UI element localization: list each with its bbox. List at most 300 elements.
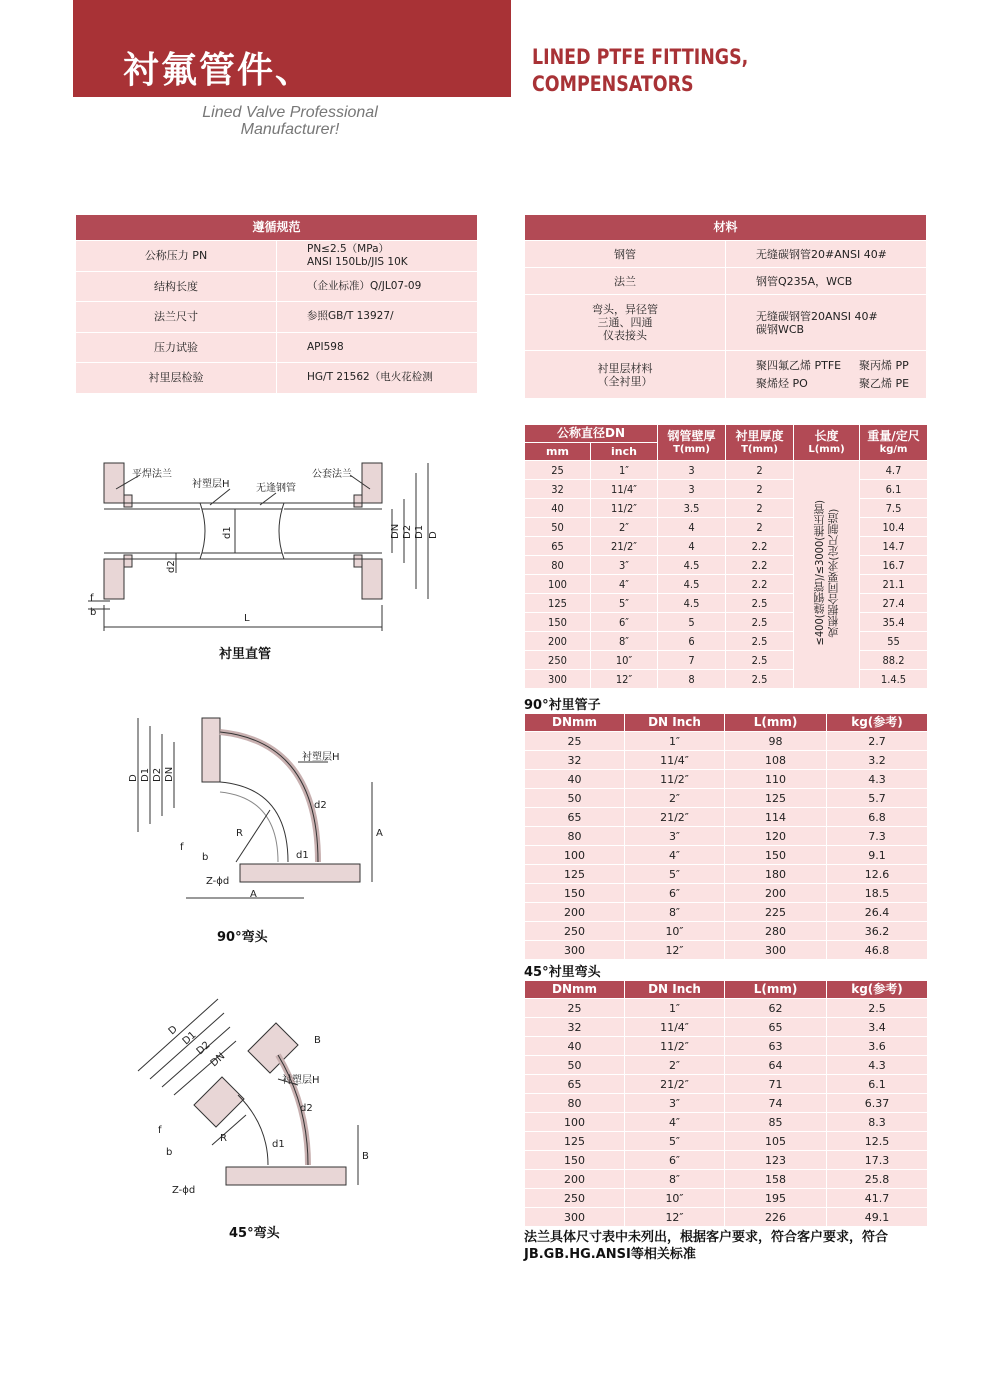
elb-cell: 3.6 [827,1037,928,1056]
elb-cell: 40 [525,770,625,789]
elb-cell: 1″ [625,999,725,1018]
dim-cell: 27.4 [860,594,928,613]
elb-cell: 21/2″ [625,1075,725,1094]
elb-cell: 2″ [625,1056,725,1075]
dim-header: 钢管壁厚 T(mm) [658,425,726,461]
elb-cell: 98 [725,732,827,751]
elb-header: kg(参考) [827,981,928,999]
mat-value: 钢管Q235A，WCB [726,268,927,295]
elb-header: DN Inch [625,981,725,999]
elb-cell: 8″ [625,1170,725,1189]
std-value: HG/T 21562（电火花检测 [277,363,478,394]
elb-cell: 4″ [625,1113,725,1132]
elb-cell: 6″ [625,884,725,903]
elb-cell: 80 [525,1094,625,1113]
dim-row [525,651,928,670]
label-loose-flange: 公套法兰 [312,469,352,480]
dim-cell: 8 [658,670,726,689]
slogan [170,104,410,138]
label-A-vertical: A [376,828,383,839]
elb-row [525,941,928,960]
elb-cell: 100 [525,1113,625,1132]
dim-row [525,594,928,613]
dim-row [525,480,928,499]
elb-cell: 12″ [625,941,725,960]
elb-row [525,1170,928,1189]
standards-table [75,214,478,394]
elb-row [525,732,928,751]
dim-row [525,518,928,537]
dim-cell: 100 [525,575,591,594]
elb-cell: 250 [525,922,625,941]
elb-cell: 125 [525,1132,625,1151]
dim-cell: 6.1 [860,480,928,499]
dim-cell: 125 [525,594,591,613]
label-d2: d2 [166,560,177,573]
mat-label: 法兰 [525,268,726,295]
dim-cell: 1″ [591,461,658,480]
dim-cell: 2 [726,499,794,518]
elb-cell: 5″ [625,1132,725,1151]
elb-row [525,1132,928,1151]
elb-row [525,846,928,865]
elb-row [525,1056,928,1075]
elb-cell: 108 [725,751,827,770]
mat-label-line: 弯头，异径管 [592,303,658,316]
dimensions-table [524,424,928,689]
mat-label [525,351,726,399]
mat-value [726,351,927,399]
elb-cell: 74 [725,1094,827,1113]
elb-cell: 4.3 [827,770,928,789]
elb-cell: 2″ [625,789,725,808]
elb-cell: 3.2 [827,751,928,770]
label-b: b [166,1147,173,1158]
label-f: f [90,593,94,604]
label-D2: D2 [402,524,413,539]
label-d1: d1 [296,850,309,861]
elb-cell: 6.1 [827,1075,928,1094]
dim-cell: 2 [726,461,794,480]
elbow45-drawing [128,995,388,1205]
dim-row [525,613,928,632]
dim-row [525,556,928,575]
label-lining: 衬塑层H [282,1075,320,1086]
page-title-en-line2: COMPENSATORS [532,72,694,96]
std-label: 结构长度 [76,271,277,302]
dim-cell: 200 [525,632,591,651]
elb-cell: 62 [725,999,827,1018]
elb-row [525,903,928,922]
elb-cell: 300 [525,941,625,960]
elb-cell: 18.5 [827,884,928,903]
elb-cell: 123 [725,1151,827,1170]
dim-cell: 5″ [591,594,658,613]
elb-cell: 8.3 [827,1113,928,1132]
footnote-line2: JB.GB.HG.ANSI等相关标准 [524,1247,696,1262]
elb-cell: 125 [525,865,625,884]
mat-label: 钢管 [525,241,726,268]
elb-row [525,1075,928,1094]
std-value [277,241,478,272]
elb-row [525,922,928,941]
label-D1: D1 [180,1029,199,1048]
elb-cell: 12.6 [827,865,928,884]
std-value: 参照GB/T 13927/ [277,302,478,333]
footnote-line1: 法兰具体尺寸表中未列出，根据客户要求，符合客户要求，符合 [524,1230,889,1245]
dim-header: 长度 L(mm) [794,425,860,461]
elb-row [525,808,928,827]
elb-cell: 11/2″ [625,1037,725,1056]
elb-cell: 300 [725,941,827,960]
label-b: b [90,607,97,618]
label-R: R [220,1133,227,1144]
elb-cell: 71 [725,1075,827,1094]
elb-cell: 120 [725,827,827,846]
dim-cell: 3″ [591,556,658,575]
elbow90-table [524,713,928,960]
dim-cell: 10.4 [860,518,928,537]
slogan-line2: Manufacturer! [240,121,340,138]
dim-cell: 1.4.5 [860,670,928,689]
label-DN: DN [390,523,401,539]
materials-table [524,214,927,399]
elb-cell: 25.8 [827,1170,928,1189]
mat-value: 无缝碳钢管20#ANSI 40# [726,241,927,268]
elb-cell: 150 [525,1151,625,1170]
label-D2: D2 [194,1039,213,1058]
elb-cell: 150 [725,846,827,865]
std-value: API598 [277,332,478,363]
elb-cell: 11/2″ [625,770,725,789]
elb-cell: 5.7 [827,789,928,808]
label-D: D [428,531,439,539]
dim-cell: 2 [726,518,794,537]
dim-cell: 2.5 [726,670,794,689]
dim-cell: 35.4 [860,613,928,632]
mat-value-line: 无缝碳钢管20ANSI 40# [756,309,878,323]
mat-label-line: 衬里层材料 [597,361,653,375]
elbow90-title: 90°衬里管子 [524,698,601,713]
label-D: D [128,774,139,782]
elb-cell: 36.2 [827,922,928,941]
elb-cell: 195 [725,1189,827,1208]
std-label: 公称压力 PN [76,241,277,272]
label-d1: d1 [222,526,233,539]
dim-cell: 4.5 [658,556,726,575]
page-title-cn: 衬氟管件、 [123,50,314,91]
dim-row [525,670,928,689]
label-f: f [158,1125,162,1136]
dim-cell: 50 [525,518,591,537]
dim-cell: 2.2 [726,537,794,556]
elb-cell: 9.1 [827,846,928,865]
dim-cell: 2.2 [726,575,794,594]
elb-cell: 32 [525,751,625,770]
elb-cell: 280 [725,922,827,941]
elb-cell: 200 [525,903,625,922]
elb-cell: 11/4″ [625,751,725,770]
dim-row [525,461,928,480]
label-R: R [236,828,243,839]
mat-value-line: 聚烯烃 PO [756,376,808,390]
elb-cell: 8″ [625,903,725,922]
elb-cell: 65 [525,1075,625,1094]
elb-cell: 3.4 [827,1018,928,1037]
elb-header: DN Inch [625,714,725,732]
mat-label [525,295,726,351]
elb-cell: 25 [525,999,625,1018]
dim-cell: 150 [525,613,591,632]
dim-cell: 21.1 [860,575,928,594]
label-A-horizontal: A [250,889,257,900]
elb-row [525,1018,928,1037]
std-value-line: PN≤2.5（MPa） [307,242,390,255]
elb-cell: 21/2″ [625,808,725,827]
elb-row [525,1037,928,1056]
std-label: 衬里层检验 [76,363,277,394]
dim-header: 衬里厚度 T(mm) [726,425,794,461]
mat-value-line: 聚乙烯 PE [859,376,910,390]
label-D: D [166,1023,180,1038]
length-note [794,461,860,689]
standards-title: 遵循规范 [76,215,478,241]
dim-row [525,632,928,651]
label-b: b [202,852,209,863]
straight-pipe-drawing [80,455,450,665]
label-DN: DN [164,766,175,782]
elb-cell: 4.3 [827,1056,928,1075]
label-f: f [180,842,184,853]
dim-cell: 10″ [591,651,658,670]
materials-title: 材料 [525,215,927,241]
label-B-flange: B [314,1035,321,1046]
label-d2: d2 [314,800,327,811]
elb-cell: 63 [725,1037,827,1056]
dim-row [525,499,928,518]
dim-cell: 3 [658,461,726,480]
elb-cell: 226 [725,1208,827,1227]
elb-cell: 100 [525,846,625,865]
elb-cell: 85 [725,1113,827,1132]
elb-cell: 7.3 [827,827,928,846]
elb-cell: 225 [725,903,827,922]
elb-cell: 65 [725,1018,827,1037]
dim-cell: 8″ [591,632,658,651]
elb-cell: 12.5 [827,1132,928,1151]
elb-cell: 12″ [625,1208,725,1227]
mat-value-line: 碳钢WCB [756,322,805,336]
elb-cell: 10″ [625,1189,725,1208]
elb-header: DNmm [525,714,625,732]
dim-row [525,575,928,594]
elb-cell: 17.3 [827,1151,928,1170]
dim-cell: 5 [658,613,726,632]
std-value: （企业标准）Q/JL07-09 [277,271,478,302]
elbow45-title: 45°衬里弯头 [524,965,601,980]
label-D1: D1 [140,767,151,782]
caption-straight-pipe: 衬里直管 [219,647,272,662]
elb-row [525,1151,928,1170]
elb-cell: 158 [725,1170,827,1189]
dim-cell: 2.5 [726,613,794,632]
mat-label-line: 仪表接头 [603,329,647,342]
dim-cell: 4.5 [658,575,726,594]
dim-cell: 16.7 [860,556,928,575]
label-B: B [362,1151,369,1162]
elb-cell: 26.4 [827,903,928,922]
elb-row [525,789,928,808]
elb-row [525,1208,928,1227]
dim-cell: 12″ [591,670,658,689]
dim-cell: 14.7 [860,537,928,556]
label-lining: 衬塑层H [192,479,230,490]
dim-cell: 2 [726,480,794,499]
elb-row [525,827,928,846]
std-value-line: ANSI 150Lb/JIS 10K [307,255,408,268]
dim-cell: 3.5 [658,499,726,518]
dim-cell: 2.5 [726,594,794,613]
dim-cell: 7 [658,651,726,670]
elb-cell: 6.8 [827,808,928,827]
elb-row [525,999,928,1018]
dim-cell: 2.5 [726,651,794,670]
page-title-en-line1: LINED PTFE FITTINGS, [532,45,749,69]
elb-cell: 6.37 [827,1094,928,1113]
mat-label-line: 三通、四通 [597,316,653,329]
elb-header: kg(参考) [827,714,928,732]
std-label: 法兰尺寸 [76,302,277,333]
elb-cell: 5″ [625,865,725,884]
label-DN: DN [208,1050,228,1070]
elbow90-drawing [128,712,388,912]
footnote [524,1229,934,1263]
elb-cell: 41.7 [827,1189,928,1208]
dim-cell: 6 [658,632,726,651]
dim-header: 重量/定尺 kg/m [860,425,928,461]
dim-cell: 21/2″ [591,537,658,556]
elb-row [525,865,928,884]
elb-cell: 40 [525,1037,625,1056]
elb-cell: 105 [725,1132,827,1151]
std-label: 压力试验 [76,332,277,363]
dim-cell: 32 [525,480,591,499]
dim-cell: 25 [525,461,591,480]
elbow45-table [524,980,928,1227]
elb-cell: 65 [525,808,625,827]
elb-cell: 2.5 [827,999,928,1018]
elb-cell: 32 [525,1018,625,1037]
dim-header-inch: inch [591,443,658,461]
elb-cell: 125 [725,789,827,808]
elb-row [525,1094,928,1113]
dim-cell: 11/4″ [591,480,658,499]
dim-cell: 3 [658,480,726,499]
slogan-line1: Lined Valve Professional [202,104,378,121]
elb-cell: 3″ [625,827,725,846]
dim-cell: 55 [860,632,928,651]
label-D2: D2 [152,767,163,782]
dim-cell: 4 [658,518,726,537]
elb-cell: 150 [525,884,625,903]
elb-cell: 110 [725,770,827,789]
dim-cell: 2.2 [726,556,794,575]
elb-cell: 180 [725,865,827,884]
label-d2: d2 [300,1103,313,1114]
elb-row [525,1113,928,1132]
label-flat-flange: 平焊法兰 [132,469,172,480]
label-D1: D1 [414,524,425,539]
elb-header: L(mm) [725,714,827,732]
label-d1: d1 [272,1139,285,1150]
elb-cell: 46.8 [827,941,928,960]
dim-cell: 4.7 [860,461,928,480]
label-bolt: Z-ϕd [206,876,230,887]
elb-cell: 1″ [625,732,725,751]
elb-row [525,751,928,770]
dim-cell: 2.5 [726,632,794,651]
label-seamless: 无逢钢管 [256,483,296,494]
elb-cell: 50 [525,1056,625,1075]
elb-row [525,770,928,789]
caption-elbow45: 45°弯头 [229,1226,280,1241]
dim-cell: 40 [525,499,591,518]
dim-cell: 300 [525,670,591,689]
dim-cell: 6″ [591,613,658,632]
elb-row [525,884,928,903]
dim-cell: 88.2 [860,651,928,670]
elb-cell: 250 [525,1189,625,1208]
mat-value [726,295,927,351]
elb-cell: 300 [525,1208,625,1227]
dim-header: 公称直径DN [525,425,658,443]
mat-label-line: （全衬里） [597,374,653,388]
dim-cell: 7.5 [860,499,928,518]
mat-value-line: 聚四氟乙烯 PTFE [756,358,842,372]
elb-cell: 64 [725,1056,827,1075]
label-bolt: Z-ϕd [172,1185,196,1196]
dim-cell: 4″ [591,575,658,594]
length-note-line: ≤400(缝钢管)/≤3000(推压管) [812,500,826,646]
label-L: L [244,613,250,624]
elb-cell: 3″ [625,1094,725,1113]
elb-cell: 80 [525,827,625,846]
dim-cell: 4 [658,537,726,556]
elb-row [525,1189,928,1208]
label-lining: 衬塑层H [302,752,340,763]
elb-cell: 2.7 [827,732,928,751]
dim-cell: 2″ [591,518,658,537]
elb-cell: 200 [725,884,827,903]
dim-cell: 250 [525,651,591,670]
dim-header-mm: mm [525,443,591,461]
elb-cell: 114 [725,808,827,827]
dim-cell: 80 [525,556,591,575]
dim-cell: 65 [525,537,591,556]
page-title-en [532,44,781,98]
mat-value-line: 聚丙烯 PP [859,358,909,372]
dim-row [525,537,928,556]
elb-cell: 200 [525,1170,625,1189]
elb-cell: 11/4″ [625,1018,725,1037]
elb-cell: 49.1 [827,1208,928,1227]
elb-cell: 25 [525,732,625,751]
caption-elbow90: 90°弯头 [217,930,268,945]
elb-header: DNmm [525,981,625,999]
dim-cell: 11/2″ [591,499,658,518]
dim-cell: 4.5 [658,594,726,613]
elb-cell: 50 [525,789,625,808]
